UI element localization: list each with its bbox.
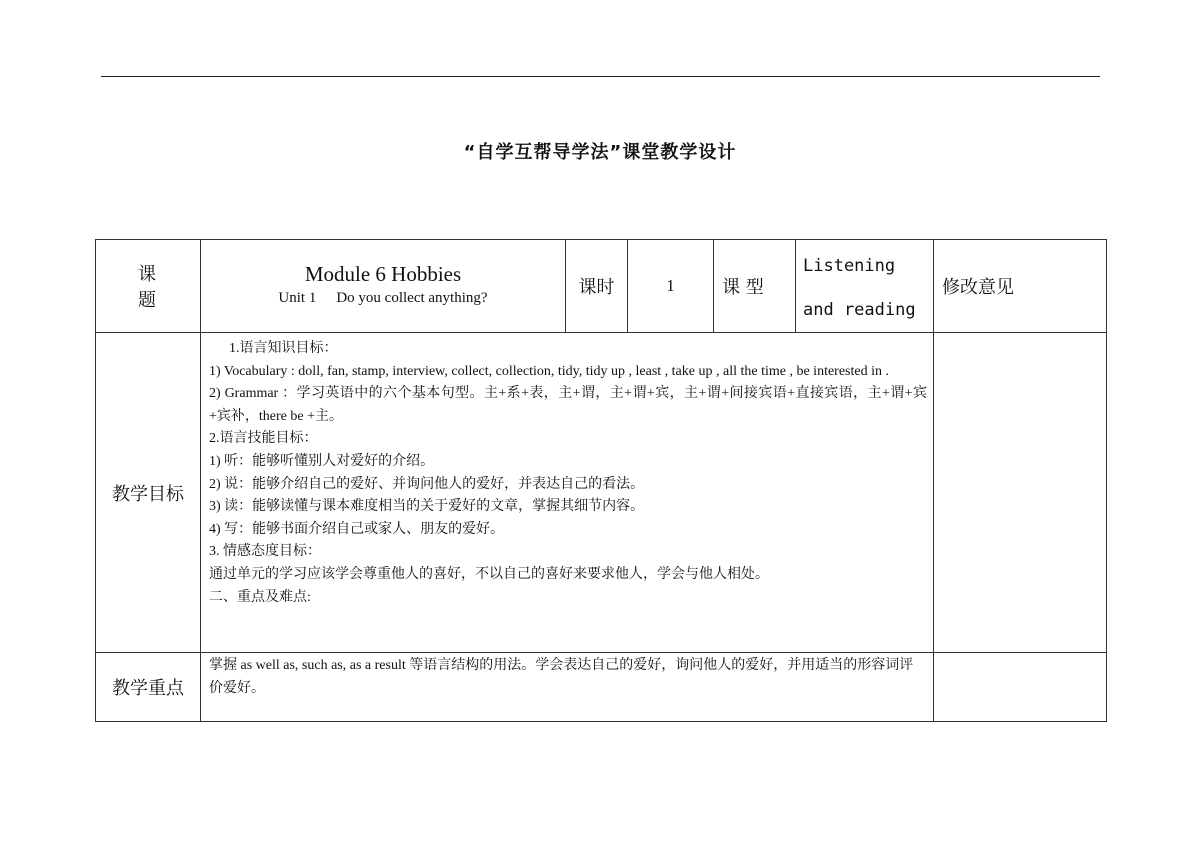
key-points-content: 掌握 as well as, such as, as a result 等语言结构的用法。学会表达自己的爱好，询问他人的爱好，并用适当的形容词评价爱好。 xyxy=(201,653,934,722)
revision-label: 修改意见 xyxy=(934,240,1107,333)
objectives-content xyxy=(201,333,934,653)
objective-line: 通过单元的学习应该学会尊重他人的喜好，不以自己的喜好来要求他人，学会与他人相处。 xyxy=(209,566,769,582)
objective-line: 1) Vocabulary : doll, fan, stamp, interview, collect, collection, tidy, tidy up , least , take up , all the time , be interested in . xyxy=(209,363,889,379)
objective-line: 4) 写：能够书面介绍自己或家人、朋友的爱好。 xyxy=(209,521,505,537)
objective-line: 2.语言技能目标： xyxy=(209,431,318,447)
objectives-row xyxy=(96,333,1107,653)
unit-line xyxy=(201,287,565,315)
lesson-type-line-2: and reading xyxy=(803,300,916,320)
objective-line: 1.语言知识目标： xyxy=(229,341,338,356)
topic-label: 课 题 xyxy=(96,240,201,333)
key-points-label: 教学重点 xyxy=(96,653,201,722)
unit-label: Unit 1 xyxy=(278,290,317,306)
period-value: 1 xyxy=(628,240,714,333)
objectives-revision-cell xyxy=(934,333,1107,653)
lesson-plan-table xyxy=(95,239,1107,722)
topic-cell xyxy=(201,240,566,333)
header-row xyxy=(96,240,1107,333)
lesson-type-cell xyxy=(796,240,934,333)
lesson-type-line-1: Listening xyxy=(803,256,896,276)
period-label: 课时 xyxy=(566,240,628,333)
objectives-label: 教学目标 xyxy=(96,333,201,653)
objective-line: 3. 情感态度目标： xyxy=(209,544,321,560)
header-rule xyxy=(101,76,1100,77)
unit-title: Do you collect anything? xyxy=(336,290,488,306)
module-title: Module 6 Hobbies xyxy=(304,262,462,286)
objective-line: 2) 说：能够介绍自己的爱好、并询问他人的爱好，并表达自己的看法。 xyxy=(209,476,645,492)
type-label: 课 型 xyxy=(714,240,796,333)
document-title: “自学互帮导学法”课堂教学设计 xyxy=(463,142,737,163)
objective-line: 3) 读：能够读懂与课本难度相当的关于爱好的文章，掌握其细节内容。 xyxy=(209,499,645,515)
objective-line: 二、重点及难点: xyxy=(209,589,311,605)
objective-line: 2) Grammar ：学习英语中的六个基本句型。主+系+表，主+谓，主+谓+宾，主+谓+间接宾语+直接宾语，主+谓+宾+宾补，there be +主。 xyxy=(209,386,927,424)
key-points-row xyxy=(96,653,1107,722)
objective-line: 1) 听：能够听懂别人对爱好的介绍。 xyxy=(209,453,435,469)
key-points-revision-cell xyxy=(934,653,1107,722)
